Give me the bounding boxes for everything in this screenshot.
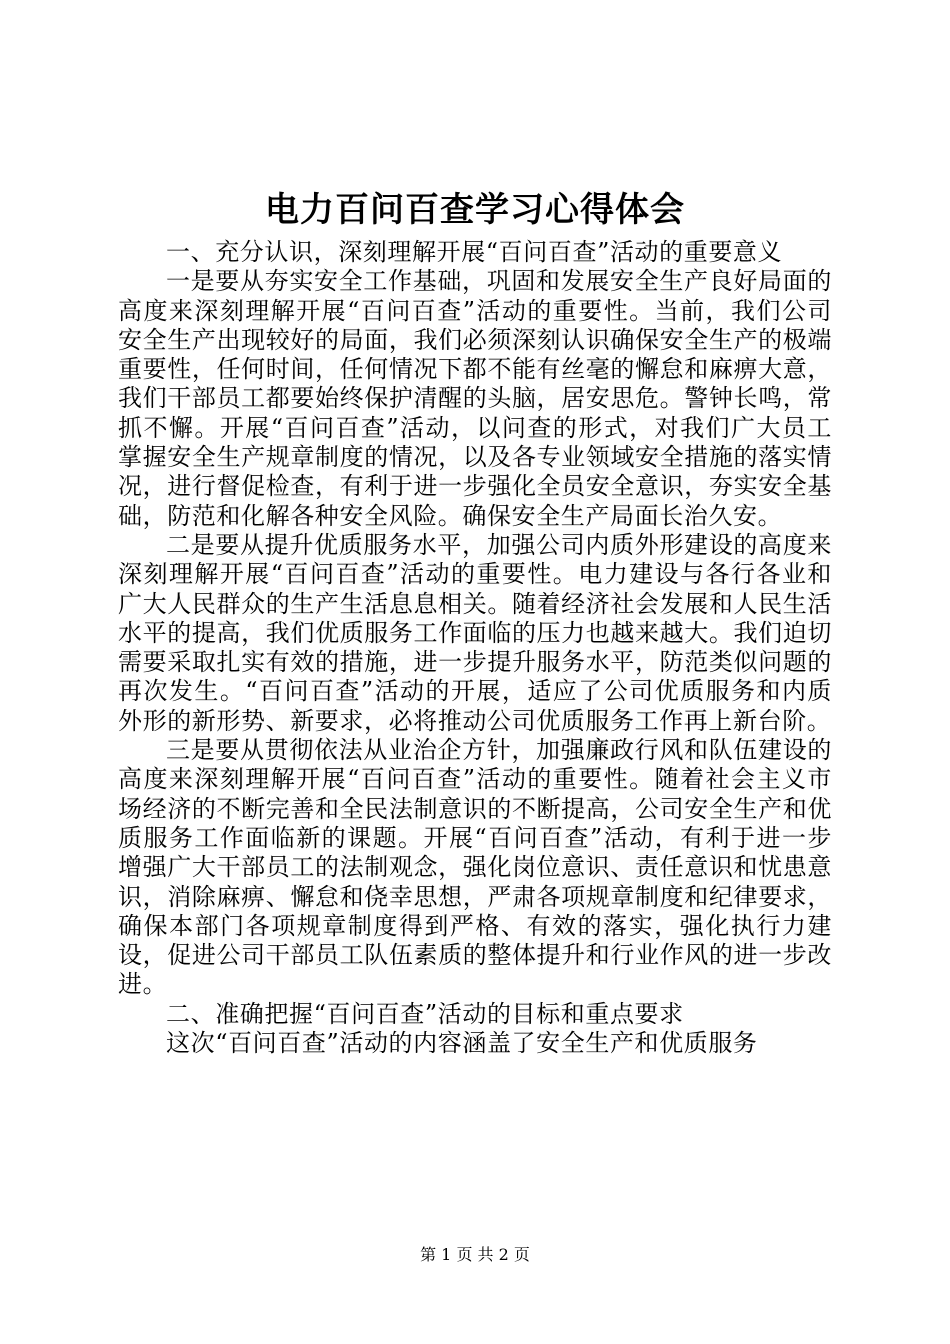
section-heading-1: 一、充分认识，深刻理解开展“百问百查”活动的重要意义 (166, 238, 783, 266)
body-paragraph-3: 三是要从贯彻依法从业治企方针，加强廉政行风和队伍建设的高度来深刻理解开展“百问百查”活动的重要性。随着社会主义市场经济的不断完善和全民法制意识的不断提高，公司安全生产和优质服务工作面临新的课题。开展“百问百查”活动，有利于进一步增强广大干部员工的法制观念，强化岗位意识、责任意识和忧患意识，消除麻痹、懈怠和侥幸思想，严肃各项规章制度和纪律要求，确保本部门各项规章制度得到严格、有效的落实，强化执行力建设，促进公司干部员工队伍素质的整体提升和行业作风的进一步改进。 (118, 736, 832, 999)
body-paragraph-1: 一是要从夯实安全工作基础，巩固和发展安全生产良好局面的高度来深刻理解开展“百问百查”活动的重要性。当前，我们公司安全生产出现较好的局面，我们必须深刻认识确保安全生产的极端重要性，任何时间，任何情况下都不能有丝毫的懈怠和麻痹大意，我们干部员工都要始终保护清醒的头脑，居安思危。警钟长鸣，常抓不懈。开展“百问百查”活动，以问查的形式，对我们广大员工掌握安全生产规章制度的情况，以及各专业领域安全措施的落实情况，进行督促检查，有利于进一步强化全员安全意识，夯实安全基础，防范和化解各种安全风险。确保安全生产局面长治久安。 (118, 267, 832, 530)
document-body (118, 238, 832, 1058)
page-footer: 第 1 页 共 2 页 (420, 1245, 530, 1264)
body-paragraph-4: 这次“百问百查”活动的内容涵盖了安全生产和优质服务 (166, 1029, 758, 1058)
body-paragraph-2: 二是要从提升优质服务水平，加强公司内质外形建设的高度来深刻理解开展“百问百查”活动的重要性。电力建设与各行各业和广大人民群众的生产生活息息相关。随着经济社会发展和人民生活水平的提高，我们优质服务工作面临的压力也越来越大。我们迫切需要采取扎实有效的措施，进一步提升服务水平，防范类似问题的再次发生。“百问百查”活动的开展，适应了公司优质服务和内质外形的新形势、新要求，必将推动公司优质服务工作再上新台阶。 (118, 530, 832, 735)
section-heading-2: 二、准确把握“百问百查”活动的目标和重点要求 (166, 999, 684, 1028)
document-title: 电力百问百查学习心得体会 (265, 190, 685, 230)
